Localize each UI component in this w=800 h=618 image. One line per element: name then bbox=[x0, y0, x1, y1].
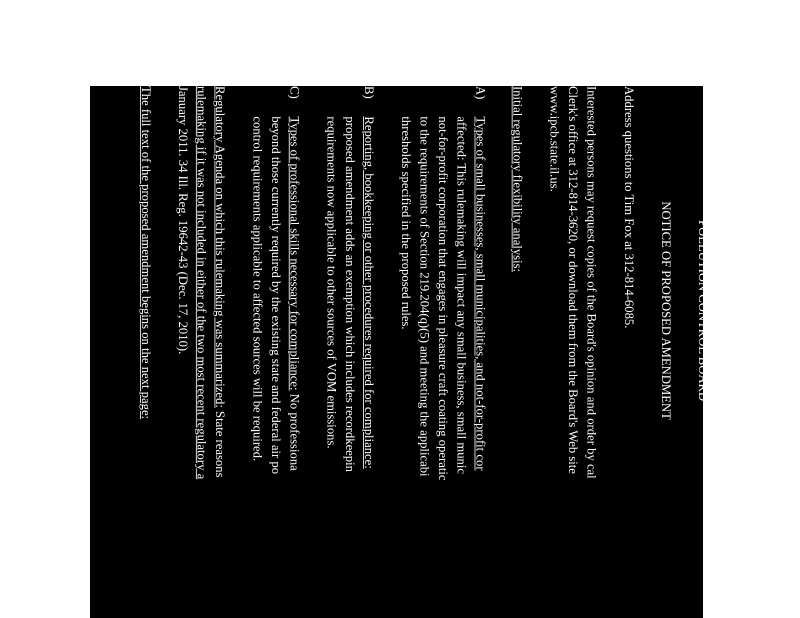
item-14-line-1 bbox=[210, 86, 229, 478]
item-13c-heading-line bbox=[285, 116, 304, 470]
register-title: ILLINOIS REGISTER bbox=[732, 252, 747, 370]
notice-title: NOTICE OF PROPOSED AMENDMENT bbox=[658, 201, 673, 420]
footer-line: The full text of the proposed amendment begins on the next page: bbox=[138, 86, 153, 420]
item-13a-label: A) bbox=[472, 86, 487, 100]
copies-line-1: Interested persons may request copies of the Board's opinion and order by cal bbox=[584, 86, 598, 479]
item-13c-line-1: beyond those currently required by the existing state and federal air po bbox=[268, 116, 283, 475]
item-14-line-1-rest: State reasons bbox=[212, 407, 227, 478]
item-14-line-3: January 2011. 34 Ill. Reg. 19642-43 (Dec. 17, 2010). bbox=[175, 86, 190, 355]
copies-line-2: Clerk's office at 312-814-3620, or download them from the Board's Web site bbox=[565, 86, 580, 474]
rotated-document bbox=[136, 55, 749, 618]
item-13c-line-2: control requirements applicable to affected sources will be required. bbox=[249, 116, 264, 462]
item-13b-line-1: proposed amendment adds an exemption which includes recordkeepin bbox=[342, 116, 357, 472]
item-13b-heading: Reporting, bookkeeping or other procedures required for compliance: bbox=[361, 116, 375, 469]
copies-line-3: www.ipcb.state.il.us. bbox=[547, 86, 561, 192]
item-13c-label: C) bbox=[287, 86, 301, 99]
board-title: POLLUTION CONTROL BOARD bbox=[695, 220, 710, 402]
item-13c-heading-rest: No professiona bbox=[287, 390, 301, 471]
item-13a-heading: Types of small businesses, small municipalities, and not-for-profit cor bbox=[472, 116, 487, 471]
scanned-page bbox=[90, 55, 747, 618]
item-13b-line-2: requirements now applicable to other sources of VOM emissions. bbox=[324, 116, 338, 449]
item-13c-heading: Types of professional skills necessary for compliance: bbox=[287, 116, 301, 391]
item-13a-line-1: affected: This rulemaking will impact any small business, small munic bbox=[454, 116, 468, 475]
item-13a-line-3: to the requirements of Section 219.204(q)(5) and meeting the applicabi bbox=[417, 116, 431, 477]
item-13-number: 13) bbox=[510, 55, 524, 73]
item-14-line-1-underlined: Regulatory Agenda on which this rulemaking was summarized: bbox=[212, 86, 227, 408]
item-14-line-2: rulemaking if it was not included in either of the two most recent regulatory a bbox=[194, 86, 208, 480]
item-13a-line-4: thresholds specified in the proposed rules. bbox=[398, 116, 413, 330]
item-13b-label: B) bbox=[361, 86, 375, 99]
item-14-number: 14) bbox=[212, 55, 227, 73]
address-line: Address questions to Tim Fox at 312-814-6085. bbox=[621, 86, 636, 329]
item-13-title: Initial regulatory flexibility analysis: bbox=[510, 86, 524, 273]
item-13a-line-2: not-for-profit corporation that engages in pleasure craft coating operatic bbox=[435, 116, 450, 481]
